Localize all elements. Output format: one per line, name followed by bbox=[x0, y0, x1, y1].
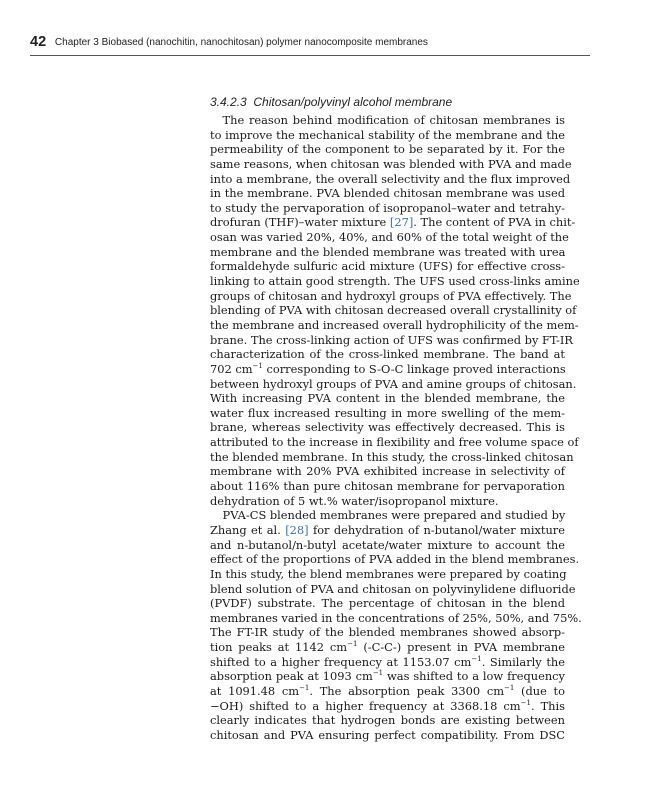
text-segment: absorption peak at 1093 cm bbox=[210, 669, 373, 684]
text-segment: Zhang et al. bbox=[210, 522, 286, 537]
text-line bbox=[210, 362, 565, 377]
page-number: 42 bbox=[30, 34, 47, 50]
section-number: 3.4.2.3 bbox=[210, 95, 247, 109]
chapter-title: Biobased (nanochitin, nanochitosan) polymer nanocomposite membranes bbox=[101, 37, 428, 48]
citation-link[interactable]: [27] bbox=[389, 215, 414, 230]
citation-link[interactable]: [28] bbox=[285, 522, 309, 537]
text-line: membranes varied in the concentrations of 25%, 50%, and 75%. bbox=[210, 610, 582, 625]
text-line: blending of PVA with chitosan decreased overall crystallinity of bbox=[210, 303, 577, 318]
text-line: about 116% than pure chitosan membrane for pervaporation bbox=[210, 479, 565, 494]
text-line: membrane and the blended membrane was treated with urea bbox=[210, 244, 566, 259]
text-line: water flux increased resulting in more swelling of the mem- bbox=[210, 405, 565, 420]
section-title: Chitosan/polyvinyl alcohol membrane bbox=[253, 95, 453, 109]
body-text bbox=[210, 113, 582, 743]
text-line bbox=[210, 684, 565, 699]
text-line: linking to attain good strength. The UFS used cross-links amine bbox=[210, 274, 580, 289]
text-line: effect of the proportions of PVA added in the blend membranes. bbox=[210, 552, 580, 567]
text-line: The FT-IR study of the blended membranes showed absorp- bbox=[210, 625, 565, 640]
text-segment: (due to bbox=[514, 683, 565, 698]
text-segment: . Similarly the bbox=[481, 654, 565, 669]
text-segment: . The absorption peak 3300 cm bbox=[309, 683, 505, 698]
text-line: clearly indicates that hydrogen bonds are existing between bbox=[210, 713, 565, 728]
text-line: membrane with 20% PVA exhibited increase in selectivity of bbox=[210, 464, 565, 479]
text-segment: for dehydration of n-butanol/water mixture bbox=[308, 522, 565, 537]
text-line: in the membrane. PVA blended chitosan membrane was used bbox=[210, 186, 565, 201]
text-line: dehydration of 5 wt.% water/isopropanol mixture. bbox=[210, 493, 499, 508]
text-line: and n-butanol/n-butyl acetate/water mixture to account the bbox=[210, 537, 565, 552]
text-line: brane, whereas selectivity was effectively decreased. This is bbox=[210, 420, 565, 435]
text-segment: (-C-C-) present in PVA membrane bbox=[357, 640, 565, 655]
text-line: same reasons, when chitosan was blended with PVA and made bbox=[210, 156, 572, 171]
text-line: blend solution of PVA and chitosan on polyvinylidene difluoride bbox=[210, 581, 576, 596]
text-segment: . This bbox=[530, 698, 565, 713]
text-segment: tion peaks at 1142 cm bbox=[210, 640, 348, 655]
text-line bbox=[210, 215, 576, 230]
text-line: the blended membrane. In this study, the cross-linked chitosan bbox=[210, 449, 574, 464]
text-line: With increasing PVA content in the blended membrane, the bbox=[210, 391, 565, 406]
text-line: characterization of the cross-linked membrane. The band at bbox=[210, 347, 565, 362]
text-line: (PVDF) substrate. The percentage of chitosan in the blend bbox=[210, 596, 565, 611]
superscript: −1 bbox=[347, 640, 358, 649]
text-line: brane. The cross-linking action of UFS was confirmed by FT-IR bbox=[210, 332, 573, 347]
paragraph-2 bbox=[210, 508, 582, 742]
text-line: to study the pervaporation of isopropanol–water and tetrahy- bbox=[210, 200, 565, 215]
text-line bbox=[210, 640, 565, 655]
text-segment: shifted to a higher frequency at 1153.07 cm bbox=[210, 654, 472, 669]
text-segment: at 1091.48 cm bbox=[210, 683, 300, 698]
text-line: into a membrane, the overall selectivity and the flux improved bbox=[210, 171, 571, 186]
text-line bbox=[210, 699, 565, 714]
text-segment: 702 cm bbox=[210, 361, 253, 376]
chapter-label: Chapter 3 bbox=[54, 37, 99, 48]
text-segment: was shifted to a low frequency bbox=[383, 669, 565, 684]
text-line: attributed to the increase in flexibility and free volume space of bbox=[210, 435, 579, 450]
superscript: −1 bbox=[504, 684, 515, 693]
superscript: −1 bbox=[520, 698, 531, 707]
header-rule bbox=[30, 55, 590, 56]
superscript: −1 bbox=[471, 654, 482, 663]
text-line: In this study, the blend membranes were prepared by coating bbox=[210, 566, 567, 581]
text-line: permeability of the component to be separated by it. For the bbox=[210, 142, 565, 157]
text-segment: −OH) shifted to a higher frequency at 3368.18 cm bbox=[210, 698, 521, 713]
superscript: −1 bbox=[299, 684, 310, 693]
text-segment: corresponding to S-O-C linkage proved interactions bbox=[262, 361, 566, 376]
text-line: the membrane and increased overall hydrophilicity of the mem- bbox=[210, 317, 579, 332]
text-line: chitosan and PVA ensuring perfect compatibility. From DSC bbox=[210, 727, 565, 742]
text-line: The reason behind modification of chitosan membranes is bbox=[222, 113, 565, 127]
text-line bbox=[210, 655, 565, 670]
text-line bbox=[210, 669, 565, 684]
text-line: formaldehyde sulfuric acid mixture (UFS) for effective cross- bbox=[210, 259, 565, 274]
paragraph-1 bbox=[210, 113, 580, 508]
running-head bbox=[30, 33, 590, 49]
text-line: groups of chitosan and hydroxyl groups of PVA effectively. The bbox=[210, 288, 572, 303]
text-segment: . The content of PVA in chit- bbox=[413, 215, 576, 230]
text-line: between hydroxyl groups of PVA and amine groups of chitosan. bbox=[210, 376, 577, 391]
text-line: to improve the mechanical stability of the membrane and the bbox=[210, 127, 565, 142]
superscript: −1 bbox=[372, 669, 384, 678]
text-line: osan was varied 20%, 40%, and 60% of the total weight of the bbox=[210, 230, 569, 245]
superscript: −1 bbox=[252, 362, 263, 371]
text-segment: drofuran (THF)–water mixture bbox=[210, 215, 390, 230]
section-heading bbox=[210, 95, 452, 109]
text-line bbox=[210, 523, 565, 538]
text-line: PVA-CS blended membranes were prepared and studied by bbox=[222, 508, 566, 523]
